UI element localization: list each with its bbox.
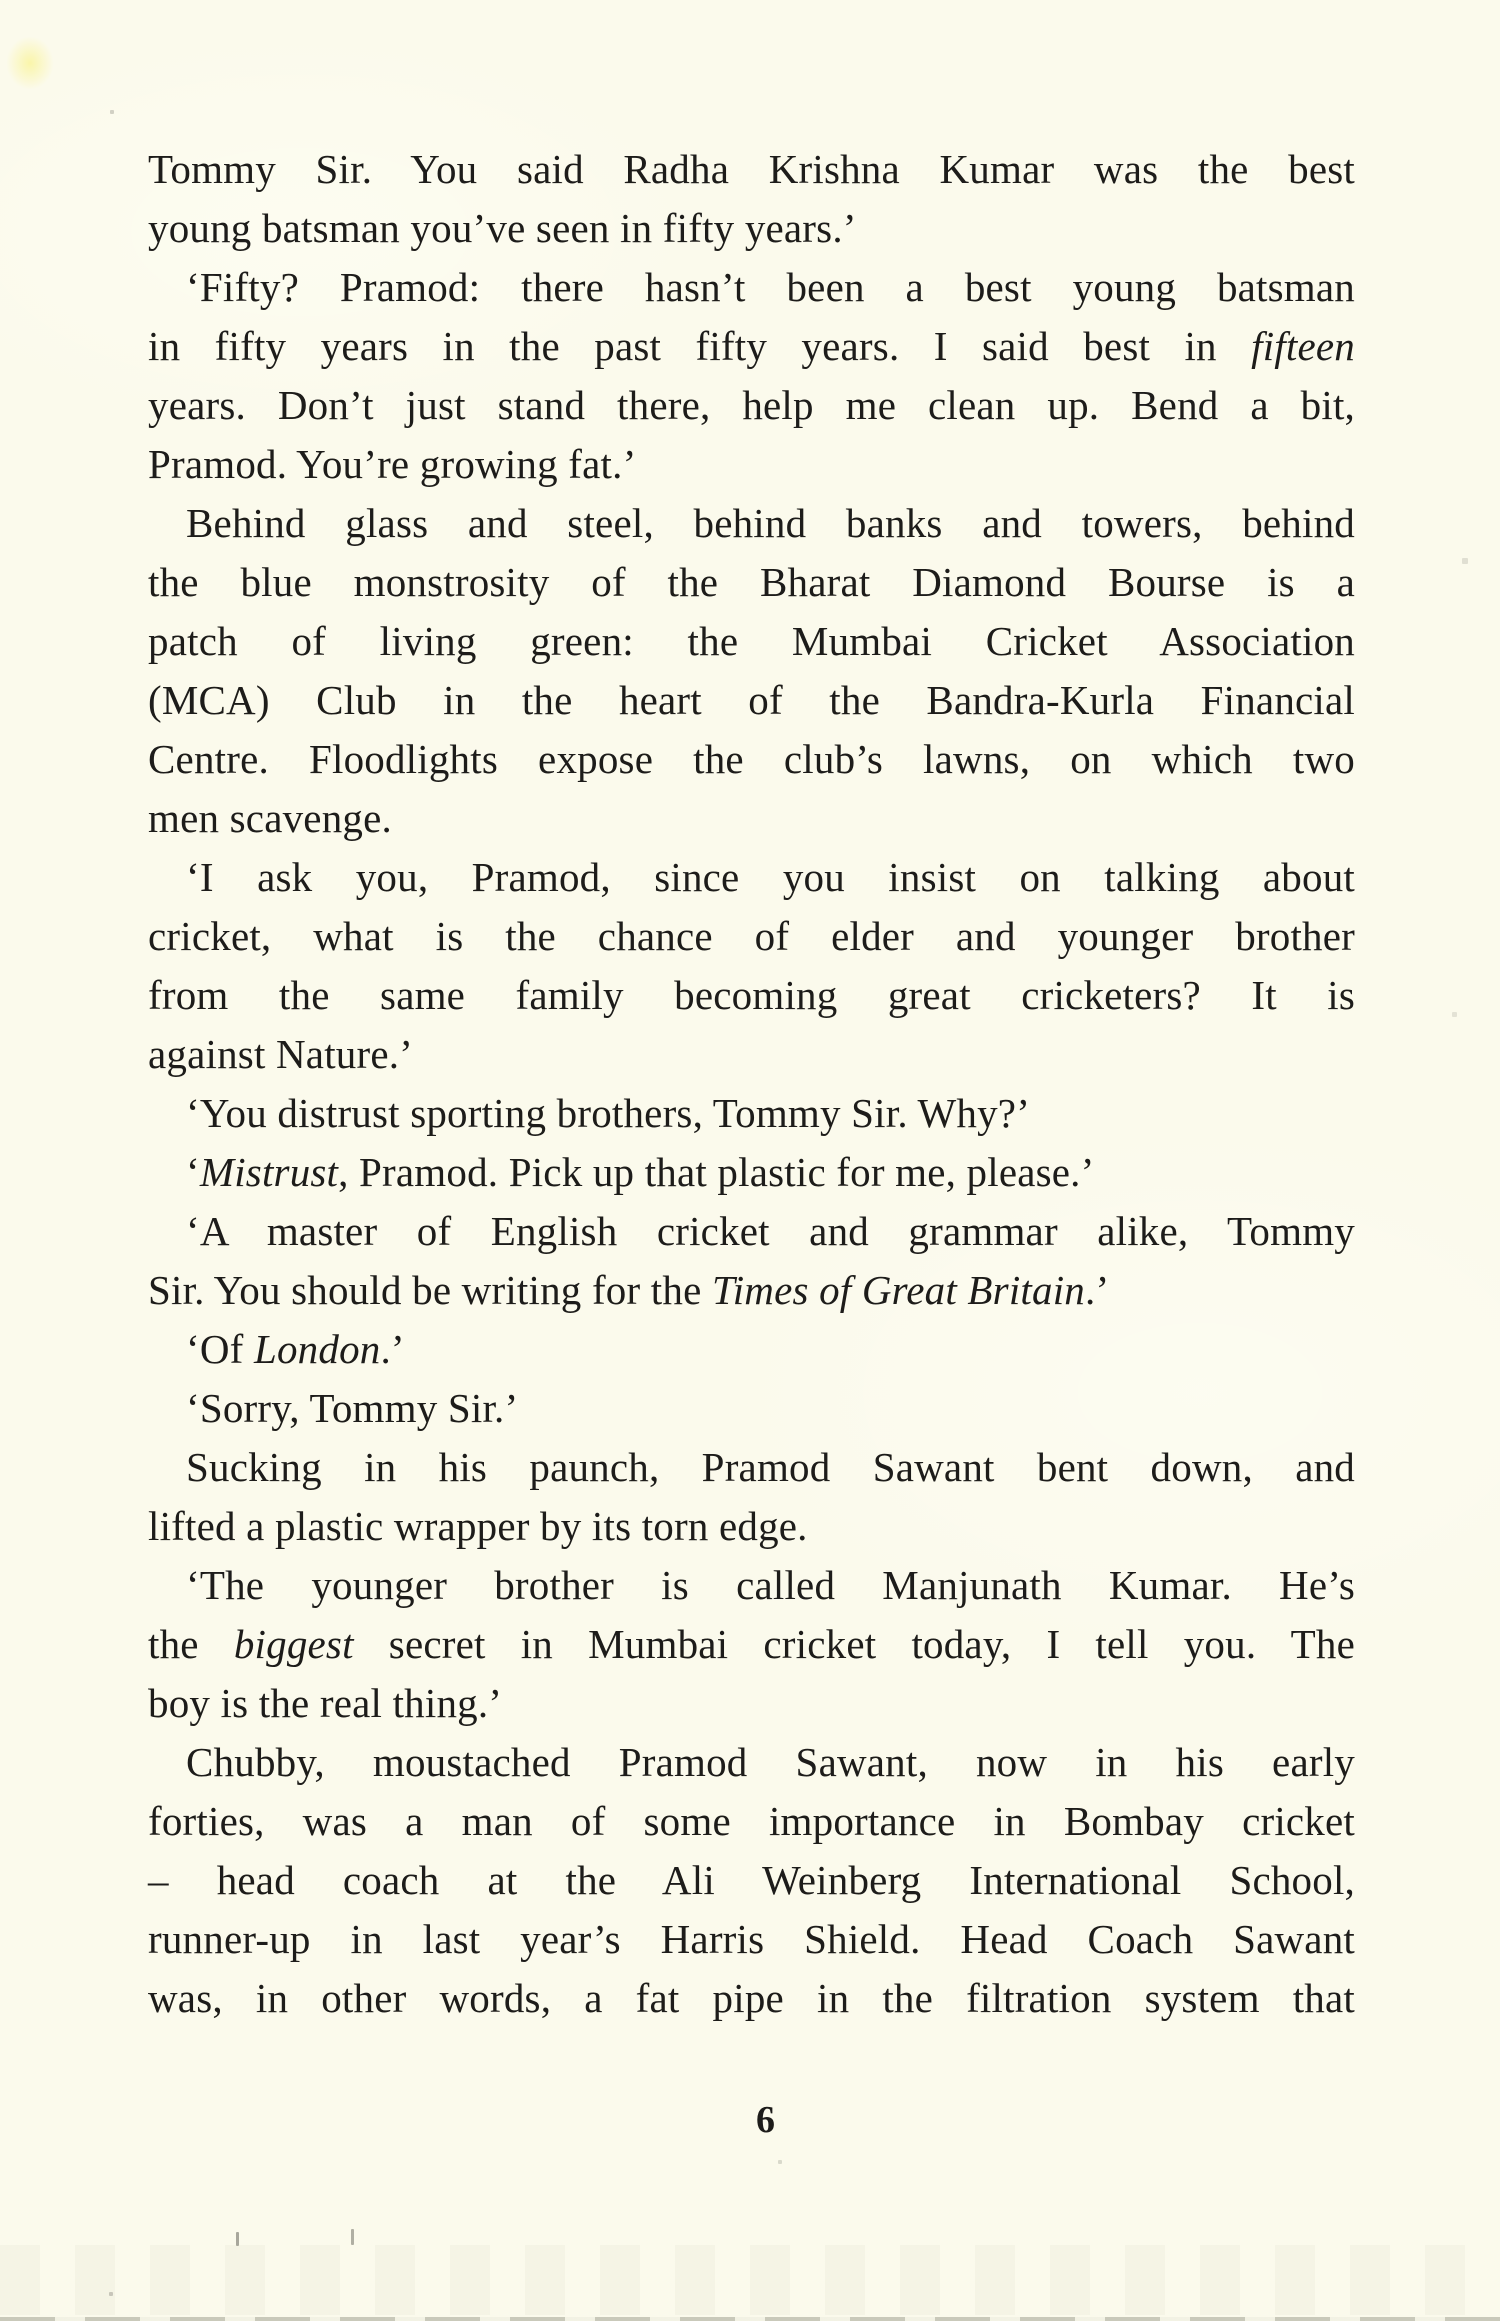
scan-artifact-speck (236, 2232, 239, 2246)
scan-artifact-speck (351, 2229, 354, 2245)
text-line: was, in other words, a fat pipe in the filtration system that (148, 1975, 1355, 2021)
text-line: the blue monstrosity of the Bharat Diamond Bourse is a (148, 559, 1355, 605)
scan-artifact-bottom-edge (0, 2317, 1500, 2321)
page-text (148, 140, 1355, 2028)
scan-artifact-speck (778, 2160, 782, 2164)
text-line: lifted a plastic wrapper by its torn edge. (148, 1503, 808, 1549)
text-line: Pramod. You’re growing fat.’ (148, 441, 637, 487)
text-line: Behind glass and steel, behind banks and towers, behind (186, 500, 1355, 546)
scan-artifact-speck (110, 110, 114, 114)
scan-artifact-blotch (6, 36, 54, 90)
scan-artifact-speck (1452, 1012, 1457, 1017)
text-line: ‘A master of English cricket and grammar alike, Tommy (186, 1208, 1355, 1254)
text-line: ‘Sorry, Tommy Sir.’ (186, 1385, 519, 1431)
text-line: ‘Of London.’ (186, 1326, 405, 1372)
text-line: (MCA) Club in the heart of the Bandra-Kurla Financial (148, 677, 1355, 723)
text-line: the biggest secret in Mumbai cricket today, I tell you. The (148, 1621, 1355, 1667)
text-line: boy is the real thing.’ (148, 1680, 503, 1726)
text-line: ‘Fifty? Pramod: there hasn’t been a best young batsman (186, 264, 1355, 310)
text-line: – head coach at the Ali Weinberg International School, (148, 1857, 1355, 1903)
scan-artifact-speck (1462, 558, 1468, 564)
text-line: runner-up in last year’s Harris Shield. Head Coach Sawant (148, 1916, 1355, 1962)
text-line: ‘I ask you, Pramod, since you insist on talking about (186, 854, 1355, 900)
text-line: ‘The younger brother is called Manjunath Kumar. He’s (186, 1562, 1355, 1608)
text-line: ‘You distrust sporting brothers, Tommy Sir. Why?’ (186, 1090, 1031, 1136)
text-line: years. Don’t just stand there, help me clean up. Bend a bit, (148, 382, 1355, 428)
text-line: in fifty years in the past fifty years. I said best in fifteen (148, 323, 1355, 369)
text-line: young batsman you’ve seen in fifty years.’ (148, 205, 857, 251)
text-line: Tommy Sir. You said Radha Krishna Kumar was the best (148, 146, 1355, 192)
text-line: patch of living green: the Mumbai Cricket Association (148, 618, 1355, 664)
text-line: men scavenge. (148, 795, 392, 841)
text-line: Sir. You should be writing for the Times of Great Britain.’ (148, 1267, 1110, 1313)
scan-artifact-showthrough (0, 2245, 1500, 2315)
text-line: Chubby, moustached Pramod Sawant, now in his early (186, 1739, 1355, 1785)
text-line: from the same family becoming great cricketers? It is (148, 972, 1355, 1018)
text-line: Sucking in his paunch, Pramod Sawant bent down, and (186, 1444, 1355, 1490)
text-line: cricket, what is the chance of elder and younger brother (148, 913, 1355, 959)
page-number: 6 (756, 2099, 776, 2141)
text-line: Centre. Floodlights expose the club’s lawns, on which two (148, 736, 1355, 782)
text-line: against Nature.’ (148, 1031, 414, 1077)
text-line: ‘Mistrust, Pramod. Pick up that plastic for me, please.’ (186, 1149, 1095, 1195)
text-line: forties, was a man of some importance in Bombay cricket (148, 1798, 1355, 1844)
